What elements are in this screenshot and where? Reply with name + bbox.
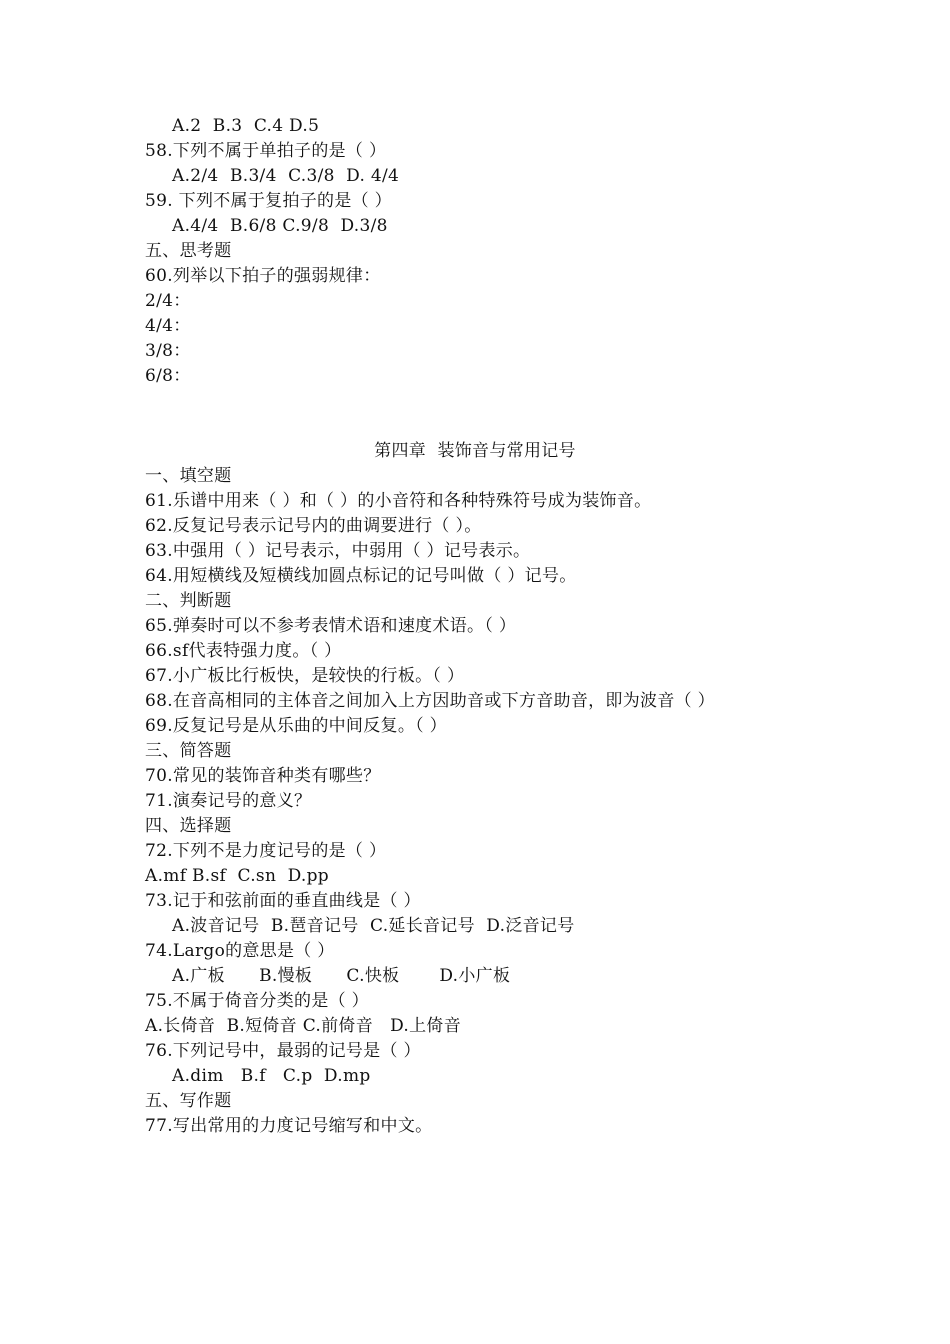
question-61: 61.乐谱中用来（ ）和（ ）的小音符和各种特殊符号成为装饰音。 bbox=[145, 491, 652, 511]
answer-options-57: A.2 B.3 C.4 D.5 bbox=[172, 116, 320, 136]
question-73: 73.记于和弦前面的垂直曲线是（ ） bbox=[145, 891, 421, 911]
answer-options-75: A.长倚音 B.短倚音 C.前倚音 D.上倚音 bbox=[145, 1016, 462, 1036]
section-heading-writing: 五、写作题 bbox=[145, 1091, 232, 1111]
question-74: 74.Largo的意思是（ ） bbox=[145, 941, 335, 961]
question-69: 69.反复记号是从乐曲的中间反复。（ ） bbox=[145, 716, 447, 736]
question-75: 75.不属于倚音分类的是（ ） bbox=[145, 991, 369, 1011]
answer-options-72: A.mf B.sf C.sn D.pp bbox=[145, 866, 329, 886]
question-64: 64.用短横线及短横线加圆点标记的记号叫做（ ）记号。 bbox=[145, 566, 577, 586]
question-58: 58.下列不属于单拍子的是（ ） bbox=[145, 141, 387, 161]
section-heading-fill-blank: 一、填空题 bbox=[145, 466, 232, 486]
question-68: 68.在音高相同的主体音之间加入上方因助音或下方音助音，即为波音（ ） bbox=[145, 691, 715, 711]
question-63: 63.中强用（ ）记号表示，中弱用（ ）记号表示。 bbox=[145, 541, 531, 561]
section-heading-true-false: 二、判断题 bbox=[145, 591, 232, 611]
meter-item-6-8: 6/8： bbox=[145, 366, 191, 386]
question-59: 59. 下列不属于复拍子的是（ ） bbox=[145, 191, 392, 211]
meter-item-2-4: 2/4： bbox=[145, 291, 191, 311]
question-70: 70.常见的装饰音种类有哪些？ bbox=[145, 766, 381, 786]
chapter-title: 第四章 装饰音与常用记号 bbox=[374, 441, 576, 461]
section-heading-short-answer: 三、简答题 bbox=[145, 741, 232, 761]
answer-options-59: A.4/4 B.6/8 C.9/8 D.3/8 bbox=[172, 216, 388, 236]
question-76: 76.下列记号中，最弱的记号是（ ） bbox=[145, 1041, 421, 1061]
question-67: 67.小广板比行板快，是较快的行板。（ ） bbox=[145, 666, 465, 686]
question-65: 65.弹奏时可以不参考表情术语和速度术语。（ ） bbox=[145, 616, 517, 636]
meter-item-4-4: 4/4： bbox=[145, 316, 191, 336]
question-72: 72.下列不是力度记号的是（ ） bbox=[145, 841, 387, 861]
answer-options-58: A.2/4 B.3/4 C.3/8 D. 4/4 bbox=[172, 166, 400, 186]
meter-item-3-8: 3/8： bbox=[145, 341, 191, 361]
question-71: 71.演奏记号的意义？ bbox=[145, 791, 312, 811]
question-60: 60.列举以下拍子的强弱规律： bbox=[145, 266, 381, 286]
answer-options-76: A.dim B.f C.p D.mp bbox=[172, 1066, 371, 1086]
question-77: 77.写出常用的力度记号缩写和中文。 bbox=[145, 1116, 433, 1136]
question-66: 66.sf代表特强力度。（ ） bbox=[145, 641, 342, 661]
answer-options-74: A.广板 B.慢板 C.快板 D.小广板 bbox=[172, 966, 511, 986]
question-62: 62.反复记号表示记号内的曲调要进行（ ）。 bbox=[145, 516, 482, 536]
section-heading-multiple-choice: 四、选择题 bbox=[145, 816, 232, 836]
section-heading-thinking: 五、思考题 bbox=[145, 241, 232, 261]
answer-options-73: A.波音记号 B.琶音记号 C.延长音记号 D.泛音记号 bbox=[172, 916, 575, 936]
